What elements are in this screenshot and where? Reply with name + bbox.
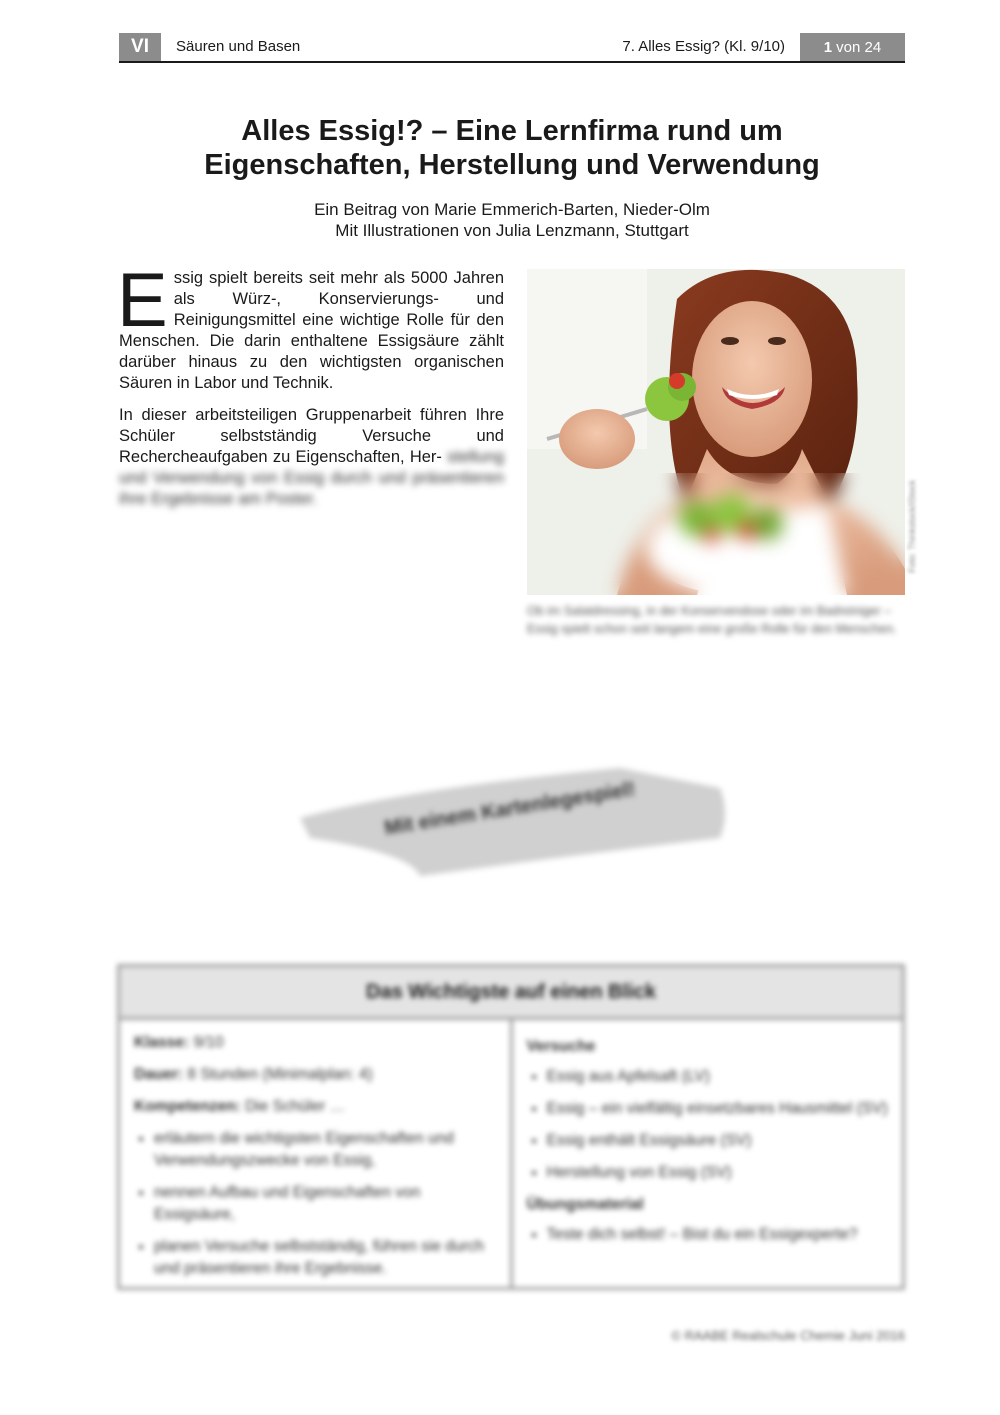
klasse-row xyxy=(134,1032,496,1054)
intro-paragraph-2 xyxy=(119,405,504,510)
summary-right-column xyxy=(513,1020,903,1287)
uebung-heading: Übungsmaterial xyxy=(526,1196,644,1213)
page-total: von 24 xyxy=(836,38,882,56)
title-line-2: Eigenschaften, Herstellung und Verwendung xyxy=(204,149,820,181)
header-unit: 7. Alles Essig? (Kl. 9/10) xyxy=(622,38,785,55)
intro-paragraph-1 xyxy=(117,258,504,394)
byline-author: Ein Beitrag von Marie Emmerich-Barten, Nieder-Olm xyxy=(314,200,710,219)
intro-paragraph-2-visible: In dieser arbeitsteiligen Gruppenarbeit führen Ihre Schüler selbstständig Versuche und Rechercheaufgaben zu Eigenschaften, Her- xyxy=(119,406,504,466)
list-item: • Essig aus Apfelsaft (LV) xyxy=(547,1066,889,1088)
page-footer: © RAABE Realschule Chemie Juni 2016 xyxy=(671,1328,905,1343)
klasse-value: 9/10 xyxy=(193,1034,224,1051)
byline-illustrator: Mit Illustrationen von Julia Lenzmann, Stuttgart xyxy=(335,221,689,240)
byline xyxy=(119,199,905,241)
photo-blur-overlay xyxy=(527,473,905,595)
intro-text xyxy=(117,258,504,521)
summary-left-column xyxy=(120,1020,513,1287)
dauer-value: 8 Stunden (Minimalplan: 4) xyxy=(187,1066,373,1083)
list-item: • planen Versuche selbstständig, führen sie durch und präsentieren ihre Ergebnisse. xyxy=(154,1236,496,1280)
page-header xyxy=(119,33,905,63)
kompetenzen-list xyxy=(134,1128,496,1280)
chapter-badge: VI xyxy=(119,33,161,61)
versuche-list xyxy=(527,1066,889,1184)
page-title xyxy=(119,114,905,182)
kompetenzen-row xyxy=(134,1096,496,1118)
dauer-row xyxy=(134,1064,496,1086)
drop-cap: E xyxy=(117,258,168,343)
list-item: • Herstellung von Essig (SV) xyxy=(547,1162,889,1184)
summary-box xyxy=(117,964,905,1290)
summary-box-columns xyxy=(120,1020,902,1287)
kompetenzen-label: Kompetenzen: xyxy=(134,1098,241,1115)
summary-box-title: Das Wichtigste auf einen Blick xyxy=(120,967,902,1020)
page-number-badge xyxy=(800,33,905,61)
uebung-list xyxy=(527,1224,889,1246)
header-topic: Säuren und Basen xyxy=(176,38,301,55)
photo-credit: Foto: Thinkstock/iStock xyxy=(907,480,917,573)
page-current: 1 xyxy=(823,38,833,56)
list-item: • Teste dich selbst! – Bist du ein Essigexperte? xyxy=(547,1224,889,1246)
versuche-heading: Versuche xyxy=(526,1038,596,1055)
intro-paragraph-2-blurred: stellung und Verwendung von Essig durch und präsentieren ihre Ergebnisse am Poster. xyxy=(119,448,504,508)
list-item: • nennen Aufbau und Eigenschaften von Essigsäure, xyxy=(154,1182,496,1226)
intro-paragraph-1-text: ssig spielt bereits seit mehr als 5000 Jahren als Würz-, Konservierungs- und Reinigungsmittel eine wichtige Rolle für den Menschen. Die darin enthaltene Essigsäure zählt darüber hinaus zu den wichtigsten organischen Säuren in Labor und Technik. xyxy=(119,269,504,392)
list-item: • Essig enthält Essigsäure (SV) xyxy=(547,1130,889,1152)
title-line-1: Alles Essig!? – Eine Lernfirma rund um xyxy=(241,115,783,147)
dauer-label: Dauer: xyxy=(134,1066,184,1083)
salad-photo xyxy=(527,269,905,595)
banner-text: Mit einem Kartenlegespiel! xyxy=(383,778,637,840)
list-item: • Essig – ein vielfältig einsetzbares Hausmittel (SV) xyxy=(547,1098,889,1120)
photo-caption: Ob im Salatdressing, in der Konservendose oder im Badreiniger – Essig spielt schon seit langem eine große Rolle für den Menschen. xyxy=(527,604,897,636)
klasse-label: Klasse: xyxy=(134,1034,190,1051)
kompetenzen-value: Die Schüler … xyxy=(245,1098,346,1115)
list-item: • erläutern die wichtigsten Eigenschaften und Verwendungszwecke von Essig, xyxy=(154,1128,496,1172)
